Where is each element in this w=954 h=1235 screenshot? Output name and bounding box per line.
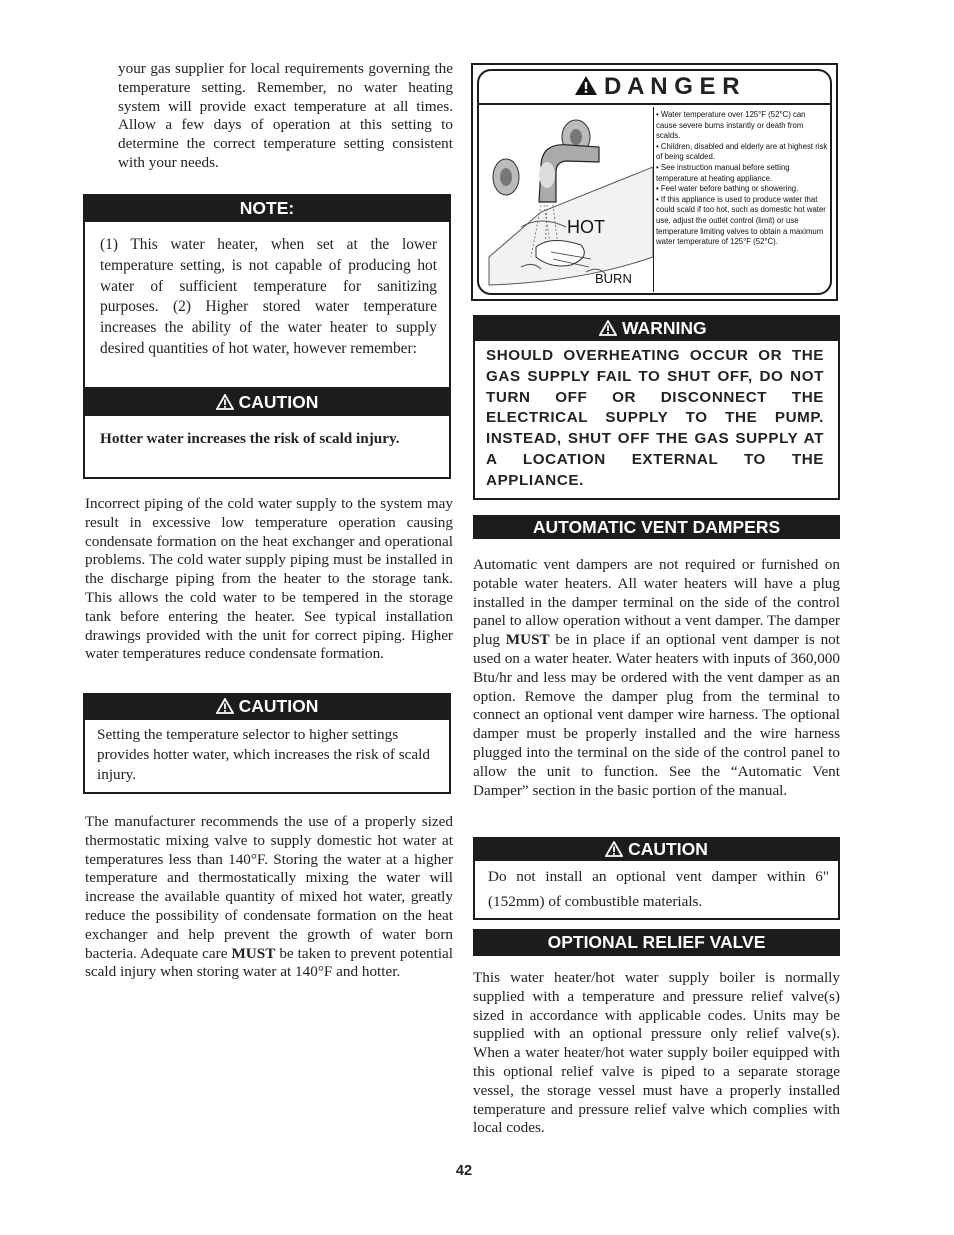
warning-box: [473, 340, 840, 500]
mixing-text-2: be taken to prevent potential scald injury when storing water at 140°F and hotter.: [85, 944, 454, 981]
mixing-must: MUST: [231, 944, 276, 962]
warning-triangle-icon: [599, 320, 617, 336]
caution-header-2: [83, 693, 451, 720]
relief-valve-paragraph: This water heater/hot water supply boiler is normally supplied with a temperature and pressure relief valve(s) sized in accordance with applicable codes. Units may be supplied with an optional pressure only relief valve(s). When a water heater/hot water supply boiler equipped with this optional relief valve is piped to a separate storage vessel, the storage vessel must have a properly installed temperature and pressure relief valve which complies with local codes.: [473, 969, 840, 1137]
vent-must: MUST: [505, 631, 550, 649]
caution-body-2: Setting the temperature selector to higher settings provides hotter water, which increases the risk of scald injury.: [97, 726, 430, 783]
intro-paragraph: your gas supplier for local requirements governing the temperature setting. Remember, no water heating system will provide exact temperature at all times. Allow a few days of operation at this setting to determine the correct temperature setting consistent with your needs.: [118, 60, 453, 171]
danger-bullet: • Water temperature over 125°F (52°C) can cause severe burns instantly or death from scalds.: [656, 110, 806, 141]
caution-header-3: [473, 837, 840, 861]
warning-triangle-icon: [216, 394, 234, 410]
danger-bullet: • Children, disabled and elderly are at highest risk of being scalded.: [656, 141, 828, 162]
vent-text-1: Automatic vent dampers are not required or furnished on potable water heaters. All water heaters will have a plug installed in the damper terminal on the side of the control panel to allow operation without a vent damper. The damper plug: [473, 556, 840, 649]
danger-title: D A N G E R: [604, 73, 740, 100]
danger-triangle-icon: [574, 75, 598, 96]
danger-label: [471, 63, 838, 301]
mixing-text-1: The manufacturer recommends the use of a properly sized thermostatic mixing valve to supply domestic hot water at temperatures less than 140°F. Storing the water at a higher temperature and thermostatically mixing the water will increase the available quantity of mixed hot water, greatly reduce the possibility of condensate formation on the heat exchanger and help prevent the growth of water born bacteria. Adequate care: [85, 813, 453, 962]
caution-box-2: [83, 719, 451, 794]
caution-header-1: [83, 388, 451, 416]
warning-triangle-icon: [605, 841, 623, 857]
note-body: (1) This water heater, when set at the lower temperature setting, is not capable of producing hot water of sufficient temperature for sanitizing purposes. (2) Higher stored water temperature increases the ability of the water heater to supply desired quantities of hot water, however remember:: [100, 236, 437, 357]
danger-bullet: • See instruction manual before setting temperature at heating appliance.: [656, 162, 790, 183]
danger-bullet: • Feel water before bathing or showering.: [656, 184, 799, 194]
scald-illustration: [481, 107, 654, 292]
vent-dampers-paragraph: [473, 556, 840, 800]
note-box: [83, 221, 451, 389]
warning-title: WARNING: [622, 318, 707, 338]
vent-dampers-title: AUTOMATIC VENT DAMPERS: [532, 517, 781, 537]
caution-box-3: [473, 860, 840, 920]
warning-triangle-icon: [216, 698, 234, 714]
caution-box-1: [83, 415, 451, 479]
warning-body: SHOULD OVERHEATING OCCUR OR THE GAS SUPPLY FAIL TO SHUT OFF, DO NOT TURN OFF OR DISCONNECT THE ELECTRICAL SUPPLY TO THE PUMP. INSTEAD, SHUT OFF THE GAS SUPPLY AT A LOCATION EXTERNAL TO THE APPLIANCE.: [486, 347, 824, 489]
danger-bullets: [656, 110, 828, 248]
danger-title-bar: [479, 71, 830, 105]
vent-text-2: be in place if an optional vent damper is not used on a water heater. Water heaters with inputs of 360,000 Btu/hr and less may be ordered with the vent damper as an option. Remove the damper plug from the terminal to connect an optional vent damper wire harness. The optional damper must be properly installed and the wire harness plugged into the terminal on the side of the control panel to allow the unit to function. See the “Automatic Vent Damper” section in the basic portion of the manual.: [473, 631, 840, 799]
relief-valve-heading: [473, 929, 840, 956]
warning-header: [473, 315, 840, 341]
vent-dampers-heading: [473, 515, 840, 539]
relief-valve-title: OPTIONAL RELIEF VALVE: [547, 932, 766, 952]
caution-title-2: CAUTION: [238, 696, 319, 716]
faucet-hand-icon: [481, 107, 653, 292]
page-number: 42: [455, 1163, 473, 1179]
caution-title-3: CAUTION: [628, 839, 708, 859]
mixing-paragraph: [85, 813, 453, 982]
caution-body-1: Hotter water increases the risk of scald injury.: [100, 430, 400, 447]
burn-label: BURN: [595, 271, 632, 286]
danger-bullet: • If this appliance is used to produce water that could scald if too hot, such as domestic hot water use, adjust the outlet control (limit) or use temperature limiting valves to obtain a maximum water temperature of 125°F (52°C).: [656, 194, 826, 247]
piping-paragraph: Incorrect piping of the cold water supply to the system may result in excessive low temperature operation causing condensate formation on the heat exchanger and operational problems. The cold water supply piping must be installed in the discharge piping from the heater to the storage tank. This allows the cold water to be tempered in the storage tank before entering the heater. See typical installation drawings provided with the unit for correct piping. Higher water temperatures reduce condensate formation.: [85, 495, 453, 663]
caution-body-3: Do not install an optional vent damper within 6" (152mm) of combustible materials.: [488, 868, 829, 910]
note-header: [83, 194, 451, 222]
caution-title-1: CAUTION: [238, 392, 319, 412]
hot-label: HOT: [567, 217, 605, 237]
note-title: NOTE:: [239, 198, 295, 218]
